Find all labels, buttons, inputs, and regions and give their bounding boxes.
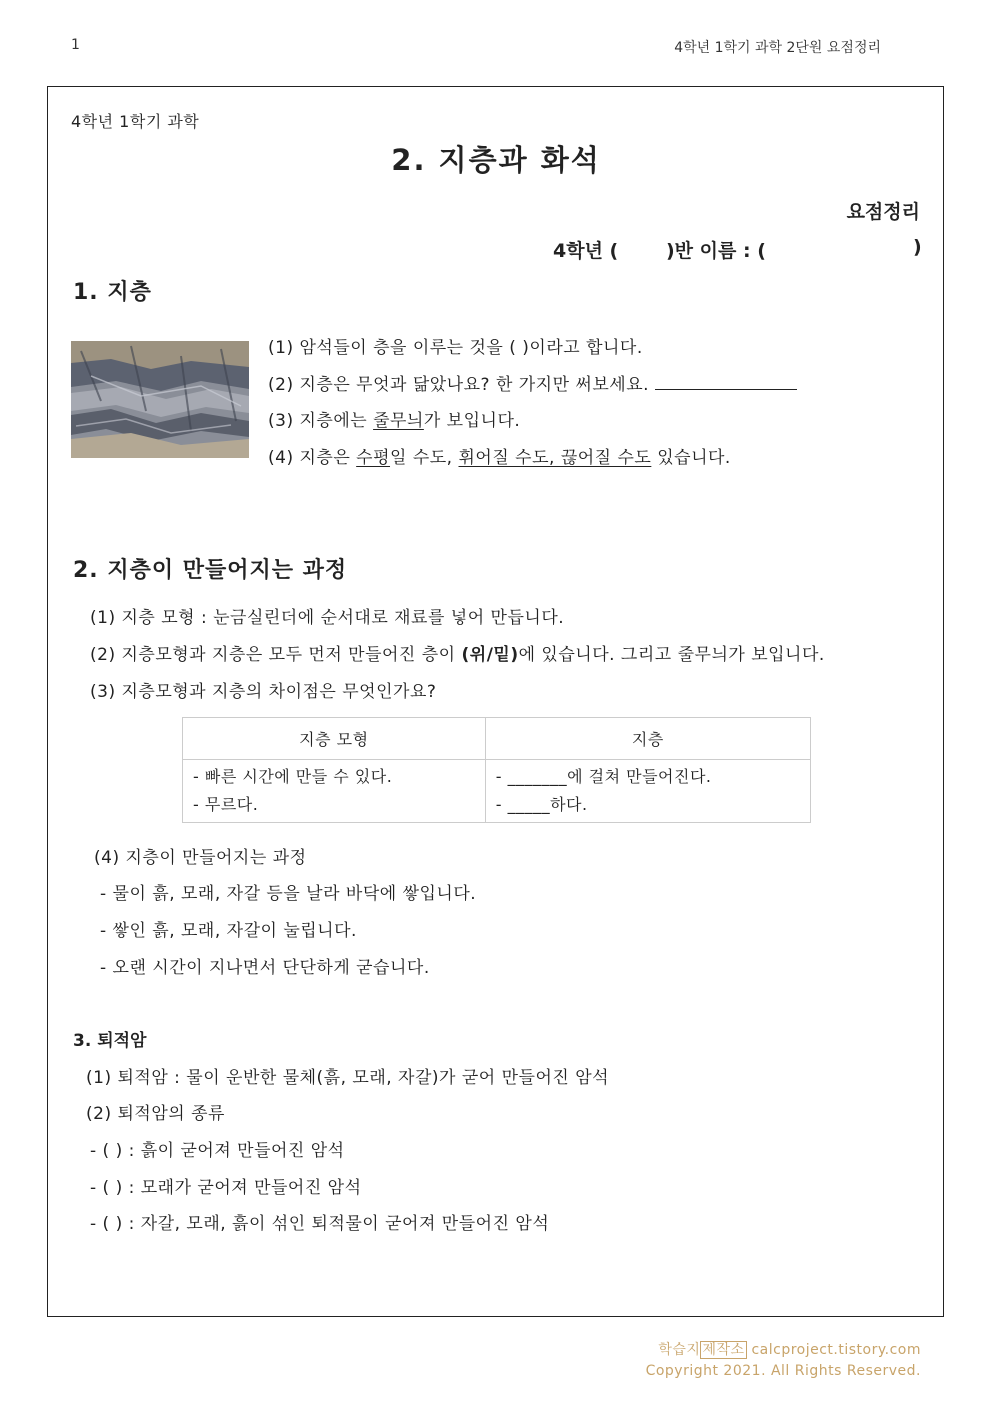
s1-q2-answer-line[interactable] <box>655 373 797 390</box>
class-name-label: )반 이름 : ( <box>666 240 766 262</box>
table-row <box>183 760 811 823</box>
footer-site-link[interactable]: calcproject.tistory.com <box>751 1342 921 1358</box>
s2-p3: (3) 지층모형과 지층의 차이점은 무엇인가요? <box>90 682 437 702</box>
class-prefix: 4학년 ( <box>553 240 619 262</box>
s3-item-1: - ( ) : 흙이 굳어져 만들어진 암석 <box>90 1141 345 1161</box>
comparison-table <box>182 717 811 823</box>
section3-heading: 3. 퇴적암 <box>73 1031 147 1051</box>
s2-p1: (1) 지층 모형 : 눈금실린더에 순서대로 재료를 넣어 만듭니다. <box>90 608 565 628</box>
model-line-1: - 빠른 시간에 만들 수 있다. <box>193 767 393 786</box>
s1-q4-mid: 일 수도, <box>390 448 459 468</box>
s2-p2-pre: (2) 지층모형과 지층은 모두 먼저 만들어진 층이 <box>90 645 462 665</box>
s1-q3 <box>268 406 520 431</box>
s2-p2-post: 에 있습니다. 그리고 줄무늬가 보입니다. <box>518 645 825 665</box>
s3-p1: (1) 퇴적암 : 물이 운반한 물체(흙, 모래, 자갈)가 굳어 만들어진 암석 <box>86 1068 610 1088</box>
section1-heading: 1. 지층 <box>73 280 152 305</box>
s2-p2-bold: (위/밑) <box>461 645 519 665</box>
section2-heading: 2. 지층이 만들어지는 과정 <box>73 558 348 583</box>
s1-q4 <box>268 443 731 468</box>
s3-p2: (2) 퇴적암의 종류 <box>86 1104 225 1124</box>
subject-label: 4학년 1학기 과학 <box>71 112 200 131</box>
strata-line-1: - _______에 걸쳐 만들어진다. <box>495 767 712 786</box>
s1-q3-pre: (3) 지층에는 <box>268 411 374 431</box>
model-line-2: - 무르다. <box>193 795 259 814</box>
page-header-title: 4학년 1학기 과학 2단원 요점정리 <box>674 40 881 56</box>
s2-p2 <box>90 640 825 665</box>
footer-brand-b: 제작소 <box>702 1342 745 1358</box>
s2-p4-a: - 물이 흙, 모래, 자갈 등을 날라 바닥에 쌓입니다. <box>100 884 477 904</box>
s1-q2 <box>268 370 797 395</box>
s1-q1: (1) 암석들이 층을 이루는 것을 ( )이라고 합니다. <box>268 338 643 358</box>
s1-q3-post: 가 보입니다. <box>423 411 521 431</box>
s1-q4-pre: (4) 지층은 <box>268 448 357 468</box>
strata-rock-image <box>71 341 249 458</box>
class-suffix: ) <box>913 236 922 258</box>
s1-q4-post: 있습니다. <box>651 448 731 468</box>
footer-copyright: Copyright 2021. All Rights Reserved. <box>645 1363 921 1379</box>
strata-line-2: - _____하다. <box>495 795 588 814</box>
s3-item-2: - ( ) : 모래가 굳어져 만들어진 암석 <box>90 1178 362 1198</box>
table-cell-model <box>183 760 486 823</box>
table-header-row <box>183 718 811 760</box>
s2-p4-b: - 쌓인 흙, 모래, 자갈이 눌립니다. <box>100 921 357 941</box>
s2-p4: (4) 지층이 만들어지는 과정 <box>94 848 307 868</box>
table-cell-strata <box>485 760 810 823</box>
s1-q3-underlined: 줄무늬 <box>373 411 424 431</box>
s2-p4-c: - 오랜 시간이 지나면서 단단하게 굳습니다. <box>100 958 430 978</box>
s1-q4-underlined-1: 수평 <box>356 448 391 468</box>
page-number: 1 <box>71 37 80 53</box>
footer-brand <box>658 1339 921 1359</box>
footer-brand-a: 학습지 <box>658 1342 701 1358</box>
table-header-model: 지층 모형 <box>183 718 486 760</box>
page-title: 2. 지층과 화석 <box>391 143 601 177</box>
s1-q2-text: (2) 지층은 무엇과 닮았나요? 한 가지만 써보세요. <box>268 375 650 395</box>
summary-label: 요점정리 <box>846 201 920 223</box>
s1-q4-underlined-2: 휘어질 수도, 끊어질 수도 <box>458 448 652 468</box>
table-header-strata: 지층 <box>485 718 810 760</box>
s3-item-3: - ( ) : 자갈, 모래, 흙이 섞인 퇴적물이 굳어져 만들어진 암석 <box>90 1214 550 1234</box>
